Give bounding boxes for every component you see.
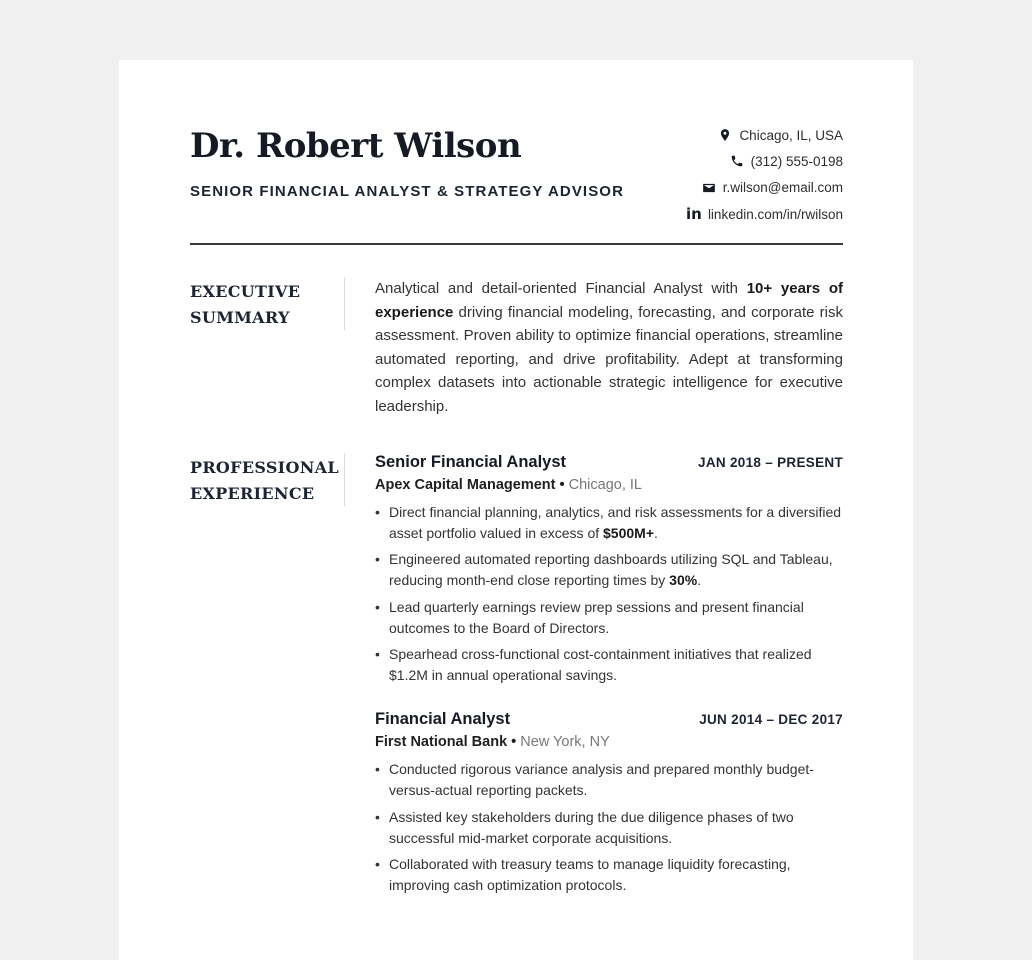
section-divider xyxy=(344,277,345,330)
bullet-text: . xyxy=(697,572,702,589)
bullet-text: Spearhead cross-functional cost-containment initiatives that realized $1.2M in annual operational savings. xyxy=(389,646,812,684)
bullet-text: Conducted rigorous variance analysis and prepared monthly budget-versus-actual reporting packets. xyxy=(389,761,814,799)
summary-section xyxy=(190,277,843,419)
job-bullets xyxy=(375,502,843,687)
contact-list xyxy=(686,122,843,227)
phone-icon xyxy=(729,153,745,169)
list-item xyxy=(375,644,843,686)
job-company-line xyxy=(375,734,843,750)
bullet-text: Collaborated with treasury teams to manage liquidity forecasting, improving cash optimization protocols. xyxy=(389,856,791,894)
job-company-line xyxy=(375,477,843,493)
bullet-highlight: 30% xyxy=(669,572,698,589)
envelope-icon xyxy=(701,180,717,196)
location-pin-icon xyxy=(717,127,733,143)
summary-highlight: 10+ years of experience xyxy=(375,280,843,321)
summary-heading-line2: SUMMARY xyxy=(190,308,290,327)
experience-heading-line1: PROFESSIONAL xyxy=(190,457,339,477)
job-dates: JAN 2018 – PRESENT xyxy=(698,454,843,470)
job-entry xyxy=(375,710,843,896)
section-divider xyxy=(344,453,345,506)
summary-text-part: Analytical and detail-oriented Financial Analyst with xyxy=(375,280,747,297)
job-location: New York, NY xyxy=(520,734,610,751)
separator: • xyxy=(555,476,569,493)
list-item xyxy=(375,807,843,849)
list-item xyxy=(375,759,843,801)
contact-location xyxy=(686,122,843,148)
linkedin-icon: in xyxy=(686,205,702,224)
experience-heading xyxy=(190,453,345,921)
experience-section xyxy=(190,453,843,921)
contact-phone-text: (312) 555-0198 xyxy=(750,153,843,169)
summary-text xyxy=(375,277,843,419)
bullet-text: Direct financial planning, analytics, and risk assessments for a diversified asset portfolio valued in excess of xyxy=(389,503,842,541)
job-company: Apex Capital Management xyxy=(375,476,556,493)
job-title: Financial Analyst xyxy=(375,710,511,729)
bullet-highlight: $500M+ xyxy=(603,524,654,541)
job-title: Senior Financial Analyst xyxy=(375,452,567,471)
contact-phone[interactable] xyxy=(686,148,843,174)
separator: • xyxy=(507,734,521,751)
contact-linkedin-text: linkedin.com/in/rwilson xyxy=(707,206,843,222)
job-bullets xyxy=(375,759,843,896)
job-location: Chicago, IL xyxy=(568,476,642,493)
resume-header xyxy=(190,60,843,245)
list-item xyxy=(375,854,843,896)
list-item xyxy=(375,502,843,544)
bullet-text: Engineered automated reporting dashboards utilizing SQL and Tableau, reducing month-end close reporting times by xyxy=(389,551,833,589)
job-dates: JUN 2014 – DEC 2017 xyxy=(699,712,843,728)
bullet-text: Lead quarterly earnings review prep sessions and present financial outcomes to the Board of Directors. xyxy=(389,598,804,636)
bullet-text: Assisted key stakeholders during the due diligence phases of two successful mid-market corporate acquisitions. xyxy=(389,808,794,846)
summary-text-part: driving financial modeling, forecasting, and corporate risk assessment. Proven ability to optimize financial operations, streamline automated reporting, and drive profitability. Adept at transforming complex datasets into actionable strategic intelligence for executive leadership. xyxy=(375,303,843,415)
job-company: First National Bank xyxy=(375,734,508,751)
contact-location-text: Chicago, IL, USA xyxy=(739,127,843,143)
experience-heading-line2: EXPERIENCE xyxy=(190,483,315,503)
summary-heading-line1: EXECUTIVE xyxy=(190,282,301,301)
contact-linkedin[interactable] xyxy=(686,201,843,227)
list-item xyxy=(375,549,843,591)
bullet-text: . xyxy=(654,524,658,541)
candidate-title: SENIOR FINANCIAL ANALYST & STRATEGY ADVISOR xyxy=(190,183,625,200)
resume-page xyxy=(119,60,913,960)
summary-heading xyxy=(190,277,345,419)
job-entry xyxy=(375,453,843,687)
contact-email[interactable] xyxy=(686,175,843,201)
contact-email-text: r.wilson@email.com xyxy=(722,180,843,196)
candidate-name: Dr. Robert Wilson xyxy=(190,126,522,166)
list-item xyxy=(375,597,843,639)
